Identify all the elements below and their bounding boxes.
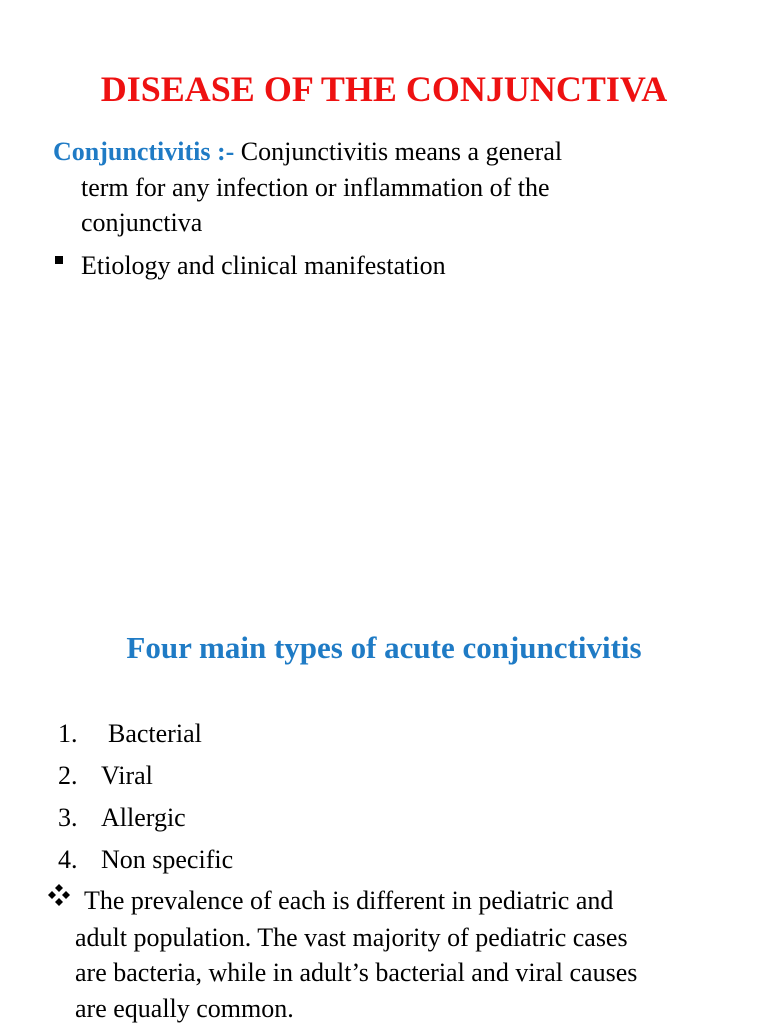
definition-text-1: Conjunctivitis means a general [240,137,563,166]
definition-line-1 [53,134,562,169]
note-text-3: are bacteria, while in adult’s bacterial and viral causes [75,958,638,987]
list-item-number: 4. [58,845,78,874]
list-item-label: Allergic [101,803,186,832]
square-bullet-icon [55,256,63,264]
diamond-bullet-icon [48,884,70,906]
definition-text-3: conjunctiva [81,208,203,237]
list-item-label: Bacterial [108,719,202,748]
section-subtitle: Four main types of acute conjunctivitis [126,630,642,665]
definition-text-2: term for any infection or inflammation of the [81,173,550,202]
note-text-4: are equally common. [75,994,294,1023]
definition-term: Conjunctivitis :- [53,137,235,166]
slide-title: DISEASE OF THE CONJUNCTIVA [100,69,668,109]
list-item-label: Non specific [101,845,234,874]
bullet-text: Etiology and clinical manifestation [81,251,446,280]
list-item-number: 1. [58,719,78,748]
list-item-label: Viral [101,761,153,790]
list-item-number: 3. [58,803,78,832]
note-text-1: The prevalence of each is different in pediatric and [84,886,614,915]
note-text-2: adult population. The vast majority of pediatric cases [75,923,628,952]
list-item-number: 2. [58,761,78,790]
